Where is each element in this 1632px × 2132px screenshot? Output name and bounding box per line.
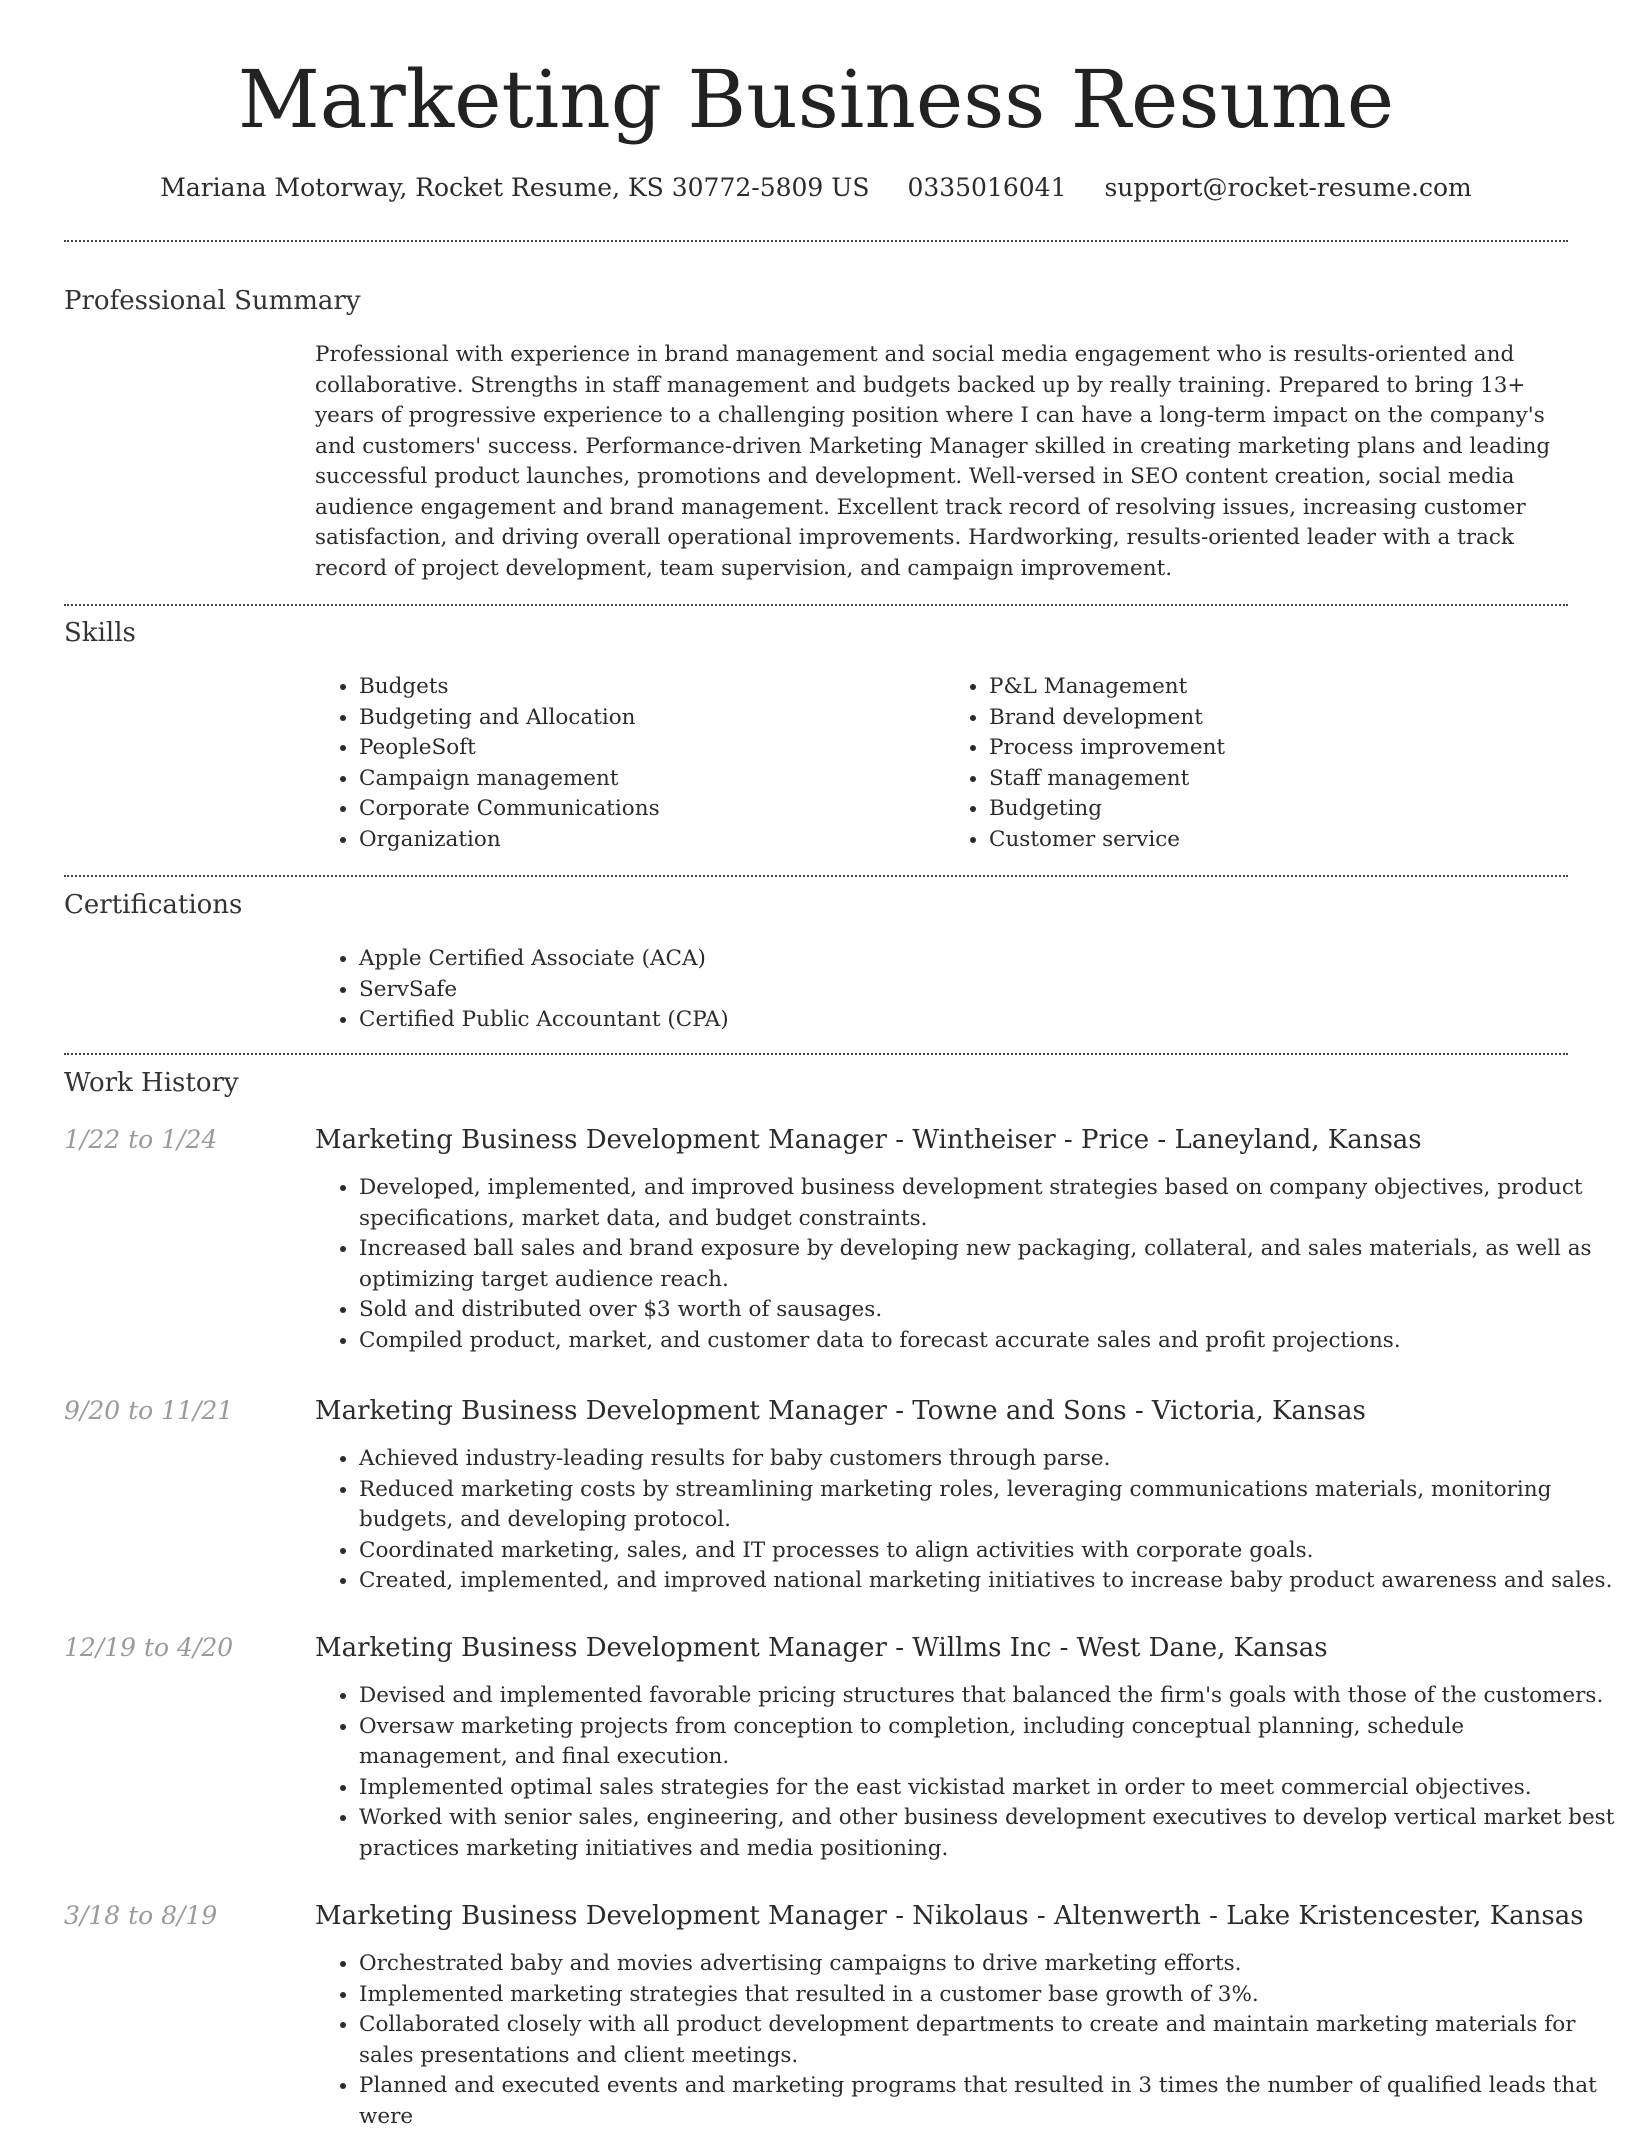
job-bullet: • Collaborated closely with all product development departments to create and maintain marketing materials for sales presentations and client meetings. bbox=[359, 2010, 1619, 2071]
job-title: Marketing Business Development Manager - Willms Inc - West Dane, Kansas bbox=[315, 1633, 1328, 1663]
job-bullets bbox=[315, 1949, 1619, 2132]
job-title: Marketing Business Development Manager - Wintheiser - Price - Laneyland, Kansas bbox=[315, 1125, 1422, 1155]
job-bullet: • Reduced marketing costs by streamlining marketing roles, leveraging communications materials, monitoring budgets, and developing protocol. bbox=[359, 1475, 1619, 1536]
skill-item: • Budgeting and Allocation bbox=[359, 703, 945, 734]
job-dates: 12/19 to 4/20 bbox=[64, 1633, 234, 1662]
skills-column-right bbox=[945, 672, 1575, 855]
skill-item: • Corporate Communications bbox=[359, 794, 945, 825]
skill-item: • Campaign management bbox=[359, 764, 945, 795]
skill-item: • Brand development bbox=[989, 703, 1575, 734]
skill-item: • Budgets bbox=[359, 672, 945, 703]
job-bullets bbox=[315, 1444, 1619, 1597]
summary-text: Professional with experience in brand management and social media engagement who is results-oriented and collaborative. Strengths in staff management and budgets backed up by really training. Prepared to bring 13+ years of progressive experience to a challenging position where I can have a long-term impact on the company's and customers' success. Performance-driven Marketing Manager skilled in creating marketing plans and leading successful product launches, promotions and development. Well-versed in SEO content creation, social media audience engagement and brand management. Excellent track record of resolving issues, increasing customer satisfaction, and driving overall operational improvements. Hardworking, results-oriented leader with a track record of project development, team supervision, and campaign improvement. bbox=[315, 342, 1551, 581]
certifications-list bbox=[315, 944, 1575, 1036]
skill-item: • Budgeting bbox=[989, 794, 1575, 825]
summary-heading: Professional Summary bbox=[64, 286, 361, 316]
certification-item: • ServSafe bbox=[359, 975, 1575, 1006]
divider bbox=[64, 240, 1568, 242]
divider bbox=[64, 604, 1568, 606]
divider bbox=[64, 1053, 1568, 1055]
skills-column-left bbox=[315, 672, 945, 855]
job-bullet: • Orchestrated baby and movies advertising campaigns to drive marketing efforts. bbox=[359, 1949, 1619, 1980]
skill-item: • Staff management bbox=[989, 764, 1575, 795]
job-bullets bbox=[315, 1173, 1619, 1356]
address: Mariana Motorway, Rocket Resume, KS 30772-5809 US bbox=[160, 173, 870, 202]
job-bullet: • Compiled product, market, and customer data to forecast accurate sales and profit projections. bbox=[359, 1326, 1619, 1357]
skill-item: • P&L Management bbox=[989, 672, 1575, 703]
job-bullet: • Sold and distributed over $3 worth of sausages. bbox=[359, 1295, 1619, 1326]
job-dates: 1/22 to 1/24 bbox=[64, 1125, 218, 1154]
divider bbox=[64, 875, 1568, 877]
job-bullet: • Achieved industry-leading results for baby customers through parse. bbox=[359, 1444, 1619, 1475]
contact-line bbox=[0, 168, 1632, 208]
job-dates: 9/20 to 11/21 bbox=[64, 1396, 234, 1425]
job-bullet: • Implemented marketing strategies that resulted in a customer base growth of 3%. bbox=[359, 1980, 1619, 2011]
job-bullet: • Oversaw marketing projects from conception to completion, including conceptual planning, schedule management, and final execution. bbox=[359, 1712, 1619, 1773]
job-title: Marketing Business Development Manager - Nikolaus - Altenwerth - Lake Kristencester, Kansas bbox=[315, 1901, 1584, 1931]
job-dates: 3/18 to 8/19 bbox=[64, 1901, 218, 1930]
job-bullet: • Planned and executed events and marketing programs that resulted in 3 times the number of qualified leads that were bbox=[359, 2071, 1619, 2132]
job-bullet: • Created, implemented, and improved national marketing initiatives to increase baby product awareness and sales. bbox=[359, 1566, 1619, 1597]
job-bullet: • Coordinated marketing, sales, and IT processes to align activities with corporate goals. bbox=[359, 1536, 1619, 1567]
job-bullet: • Worked with senior sales, engineering, and other business development executives to develop vertical market best practices marketing initiatives and media positioning. bbox=[359, 1803, 1619, 1864]
email: support@rocket-resume.com bbox=[1104, 173, 1472, 202]
job-bullets bbox=[315, 1681, 1619, 1864]
skills-list bbox=[315, 672, 1575, 855]
certification-item: • Certified Public Accountant (CPA) bbox=[359, 1005, 1575, 1036]
job-bullet: • Increased ball sales and brand exposure by developing new packaging, collateral, and sales materials, as well as optimizing target audience reach. bbox=[359, 1234, 1619, 1295]
job-title: Marketing Business Development Manager - Towne and Sons - Victoria, Kansas bbox=[315, 1396, 1366, 1426]
work-history-heading: Work History bbox=[64, 1068, 239, 1098]
skill-item: • Customer service bbox=[989, 825, 1575, 856]
certification-item: • Apple Certified Associate (ACA) bbox=[359, 944, 1575, 975]
page-title: Marketing Business Resume bbox=[237, 53, 1395, 146]
job-bullet: • Developed, implemented, and improved business development strategies based on company objectives, product specifications, market data, and budget constraints. bbox=[359, 1173, 1619, 1234]
job-bullet: • Devised and implemented favorable pricing structures that balanced the firm's goals with those of the customers. bbox=[359, 1681, 1619, 1712]
skill-item: • Organization bbox=[359, 825, 945, 856]
phone: 0335016041 bbox=[907, 173, 1067, 202]
job-bullet: • Implemented optimal sales strategies for the east vickistad market in order to meet commercial objectives. bbox=[359, 1773, 1619, 1804]
skills-heading: Skills bbox=[64, 618, 136, 648]
certifications-heading: Certifications bbox=[64, 890, 243, 920]
skill-item: • Process improvement bbox=[989, 733, 1575, 764]
skill-item: • PeopleSoft bbox=[359, 733, 945, 764]
